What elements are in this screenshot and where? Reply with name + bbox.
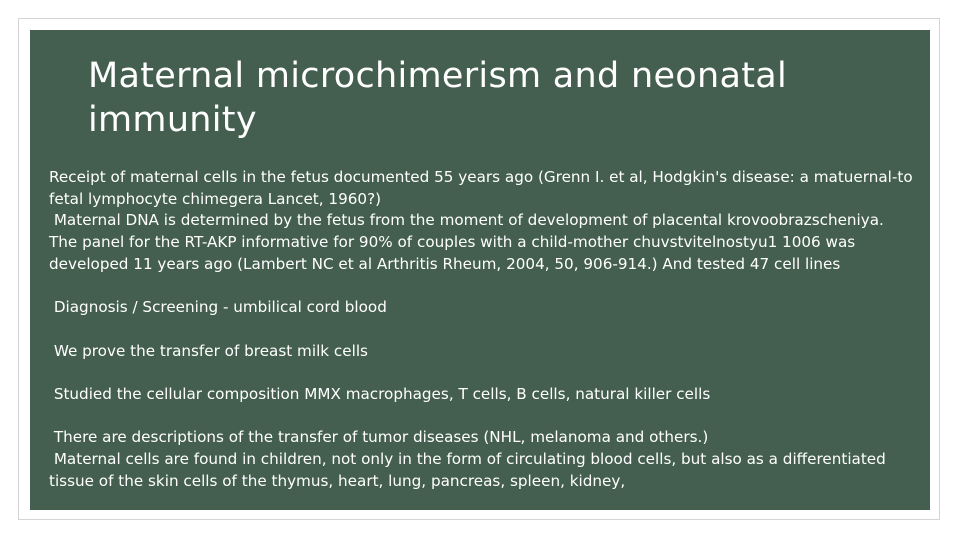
slide-title-line-1: Maternal microchimerism and neonatal xyxy=(88,56,788,96)
paragraph-maternal-dna: Maternal DNA is determined by the fetus from the moment of development of placental krovoobrazscheniya. The panel for the RT-AKP informative for 90% of couples with a child-mother chuvstvitelnostyu1 1006 was developed 11 years ago (Lambert NC et al Arthritis Rheum, 2004, 50, 906-914.) And tested 47 cell lines xyxy=(49,211,894,273)
slide-title-line-2: immunity xyxy=(88,100,257,140)
paragraph-tumor-transfer: There are descriptions of the transfer of tumor diseases (NHL, melanoma and others.) xyxy=(49,428,709,447)
spacer xyxy=(49,319,919,341)
paragraph-maternal-cells-children: Maternal cells are found in children, not only in the form of circulating blood cells, but also as a differentiated tissue of the skin cells of the thymus, heart, lung, pancreas, spleen, kidney, xyxy=(49,450,891,490)
paragraph-diagnosis: Diagnosis / Screening - umbilical cord blood xyxy=(49,298,387,317)
spacer xyxy=(49,362,919,384)
slide xyxy=(30,30,930,510)
spacer xyxy=(49,276,919,298)
spacer xyxy=(49,406,919,428)
paragraph-history: Receipt of maternal cells in the fetus documented 55 years ago (Grenn I. et al, Hodgkin's disease: a matuernal-to fetal lymphocyte chimegera Lancet, 1960?) xyxy=(49,168,918,208)
slide-body xyxy=(49,167,919,492)
paragraph-cellular-composition: Studied the cellular composition MMX macrophages, T cells, B cells, natural killer cells xyxy=(49,384,711,403)
slide-title xyxy=(88,54,908,142)
paragraph-breast-milk: We prove the transfer of breast milk cells xyxy=(49,341,368,360)
